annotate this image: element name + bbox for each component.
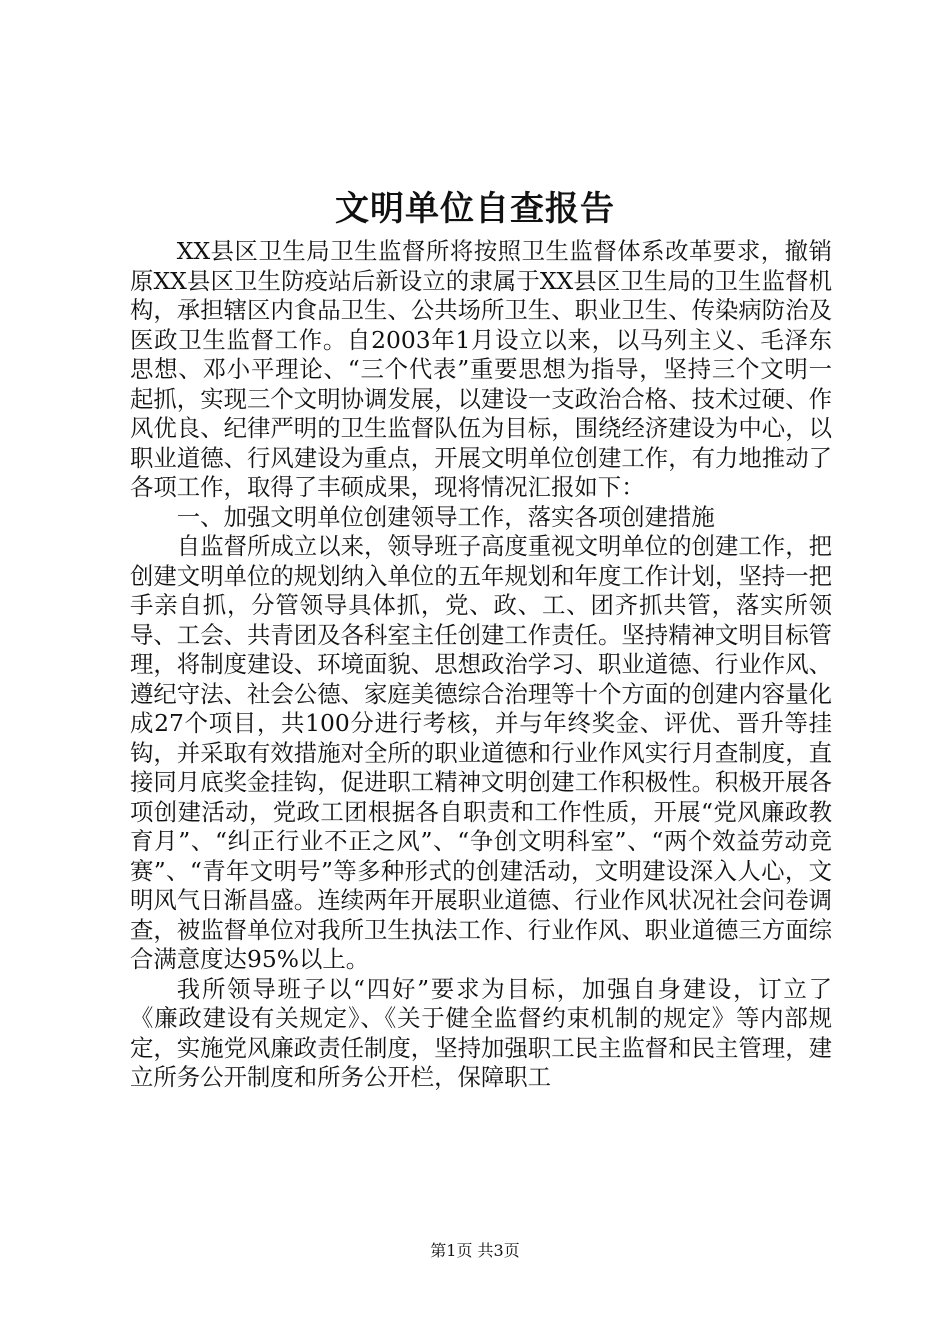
paragraph-section-1: 自监督所成立以来，领导班子高度重视文明单位的创建工作，把创建文明单位的规划纳入单位的五年规划和年度工作计划，坚持一把手亲自抓，分管领导具体抓，党、政、工、团齐抓共管，落实所领导、工会、共青团及各科室主任创建工作责任。坚持精神文明目标管理，将制度建设、环境面貌、思想政治学习、职业道德、行业作风、遵纪守法、社会公德、家庭美德综合治理等十个方面的创建内容量化成27个项目，共100分进行考核，并与年终奖金、评优、晋升等挂钩，并采取有效措施对全所的职业道德和行业作风实行月查制度，直接同月底奖金挂钩，促进职工精神文明创建工作积极性。积极开展各项创建活动，党政工团根据各自职责和工作性质，开展“党风廉政教育月”、“纠正行业不正之风”、“争创文明科室”、“两个效益劳动竞赛”、“青年文明号”等多种形式的创建活动，文明建设深入人心，文明风气日渐昌盛。连续两年开展职业道德、行业作风状况社会问卷调查，被监督单位对我所卫生执法工作、行业作风、职业道德三方面综合满意度达95%以上。	[130, 532, 832, 973]
paragraph-section-1-cont: 我所领导班子以“四好”要求为目标，加强自身建设，订立了《廉政建设有关规定》、《关于健全监督约束机制的规定》等内部规定，实施党风廉政责任制度，坚持加强职工民主监督和民主管理，建立所务公开制度和所务公开栏，保障职工	[130, 974, 832, 1091]
section-heading: 一、加强文明单位创建领导工作，落实各项创建措施	[176, 502, 715, 531]
document-body	[130, 237, 832, 1093]
document-title: 文明单位自查报告	[335, 189, 615, 229]
page-footer: 第1页 共3页	[430, 1241, 520, 1260]
paragraph-intro: XX县区卫生局卫生监督所将按照卫生监督体系改革要求，撤销原XX县区卫生防疫站后新设立的隶属于XX县区卫生局的卫生监督机构，承担辖区内食品卫生、公共场所卫生、职业卫生、传染病防治及医政卫生监督工作。自2003年1月设立以来，以马列主义、毛泽东思想、邓小平理论、“三个代表”重要思想为指导，坚持三个文明一起抓，实现三个文明协调发展，以建设一支政治合格、技术过硬、作风优良、纪律严明的卫生监督队伍为目标，围绕经济建设为中心，以职业道德、行风建设为重点，开展文明单位创建工作，有力地推动了各项工作，取得了丰硕成果，现将情况汇报如下：	[130, 237, 832, 501]
